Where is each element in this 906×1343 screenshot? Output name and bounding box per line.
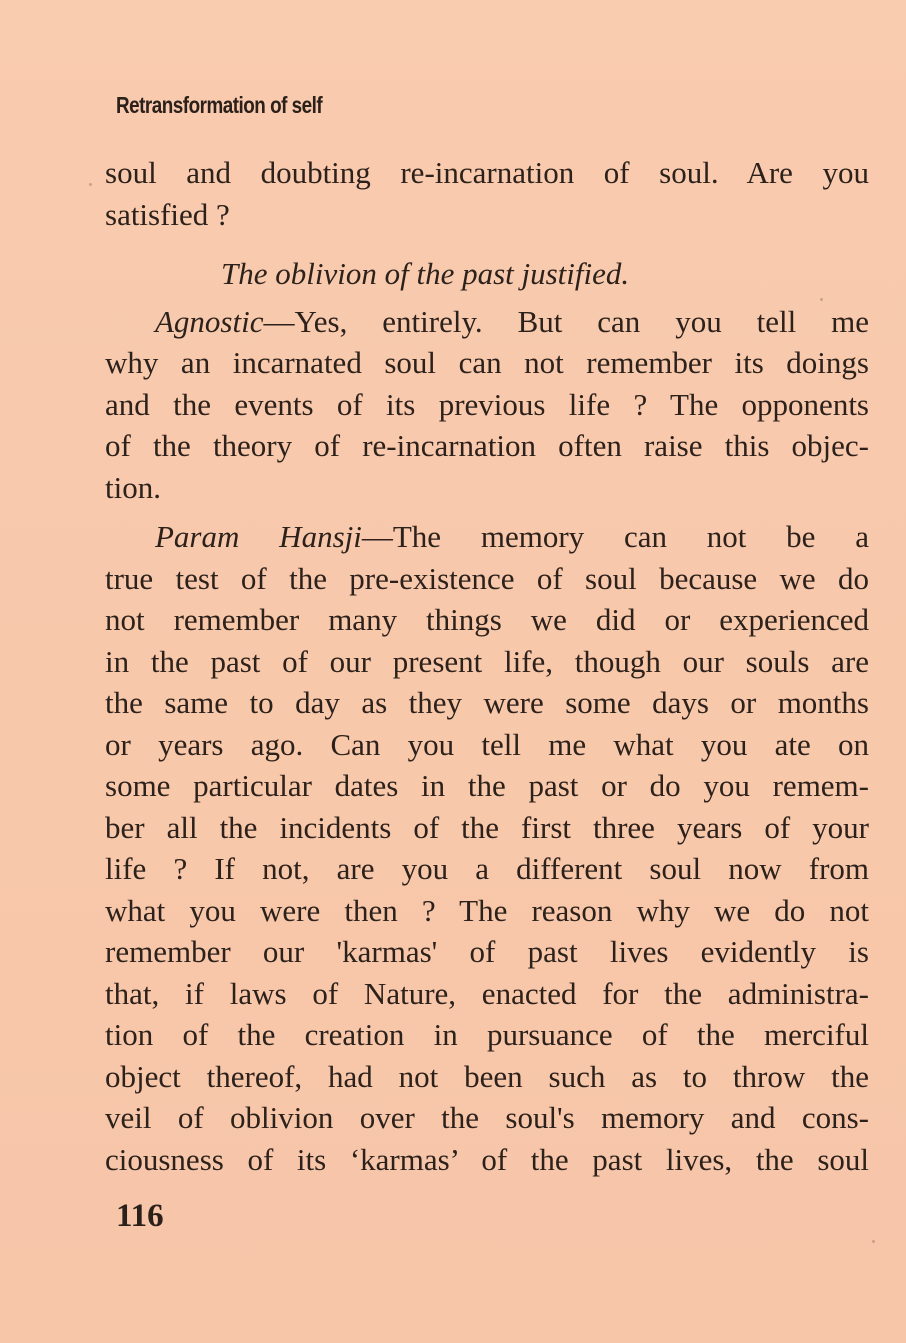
- paper-speck: [89, 183, 92, 186]
- line-text: The memory can not be a: [392, 519, 869, 554]
- text-line: ciousness of its ‘karmas’ of the past lives, the soul: [105, 1141, 869, 1177]
- text-line: remember our 'karmas' of past lives evidently is: [105, 934, 869, 969]
- text-line: what you were then ? The reason why we do not: [105, 892, 869, 928]
- text-line: not remember many things we did or experienced: [105, 602, 869, 637]
- paper-speck: [872, 1240, 875, 1243]
- text-line: satisfied ?: [105, 196, 230, 232]
- em-dash: —: [361, 519, 393, 554]
- body-text: [105, 152, 869, 1180]
- page-number: 116: [116, 1198, 164, 1234]
- text-line: of the theory of re-incarnation often raise this objec-: [105, 428, 869, 463]
- text-line: and the events of its previous life ? The opponents: [105, 386, 869, 422]
- paper-speck: [820, 298, 823, 301]
- paragraph-first-line: [105, 516, 869, 558]
- text-line: ber all the incidents of the first three years of your: [105, 809, 869, 845]
- text-line: tion.: [105, 469, 161, 505]
- text-line: life ? If not, are you a different soul now from: [105, 851, 869, 886]
- text-line: that, if laws of Nature, enacted for the administra-: [105, 975, 869, 1011]
- section-heading: The oblivion of the past justified.: [221, 256, 630, 291]
- speaker-name: Param Hansji: [155, 519, 362, 554]
- text-line: object thereof, had not been such as to throw the: [105, 1058, 869, 1094]
- text-line: soul and doubting re-incarnation of soul. Are you: [105, 155, 869, 190]
- text-line: in the past of our present life, though our souls are: [105, 643, 869, 679]
- text-line: some particular dates in the past or do you remem-: [105, 768, 869, 803]
- text-line: tion of the creation in pursuance of the merciful: [105, 1017, 869, 1052]
- em-dash: —: [263, 303, 295, 339]
- paragraph-first-line: [105, 301, 869, 343]
- text-line: veil of oblivion over the soul's memory and cons-: [105, 1100, 869, 1135]
- text-line: or years ago. Can you tell me what you ate on: [105, 726, 869, 762]
- speaker-name: Agnostic: [155, 303, 264, 339]
- text-line: the same to day as they were some days or months: [105, 685, 869, 720]
- running-head: Retransformation of self: [116, 92, 323, 118]
- line-text: Yes, entirely. But can you tell me: [294, 303, 869, 339]
- text-line: why an incarnated soul can not remember its doings: [105, 345, 869, 380]
- text-line: true test of the pre-existence of soul because we do: [105, 560, 869, 596]
